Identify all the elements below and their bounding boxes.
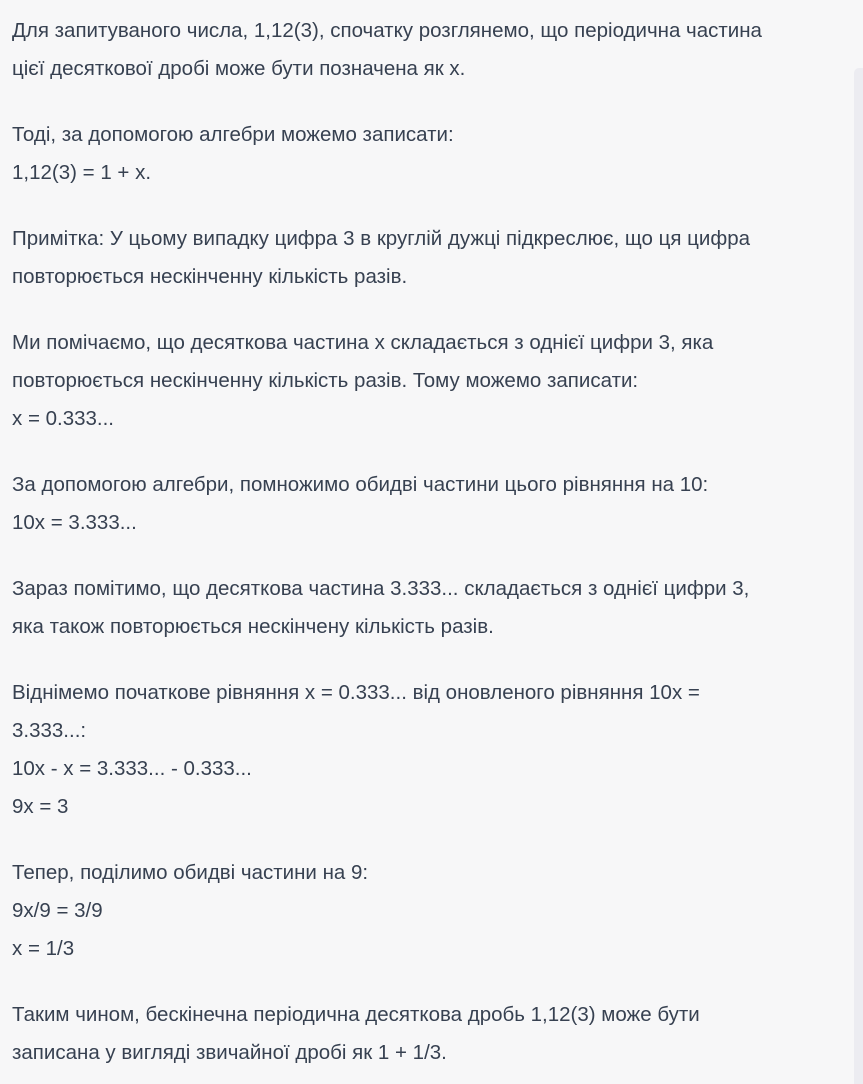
equation-line: 9x = 3 xyxy=(12,795,69,818)
text-line: За допомогою алгебри, помножимо обидві частини цього рівняння на 10: xyxy=(12,473,709,496)
paragraph xyxy=(12,674,842,826)
text-line: Ми помічаємо, що десяткова частина x складається з однієї цифри 3, яка xyxy=(12,331,714,354)
text-line: записана у вигляді звичайної дробі як 1 + 1/3. xyxy=(12,1041,447,1064)
equation-line: 10x = 3.333... xyxy=(12,511,137,534)
equation-line: x = 0.333... xyxy=(12,407,114,430)
text-line: Для запитуваного числа, 1,12(3), спочатку розглянемо, що періодична частина xyxy=(12,19,762,42)
paragraph xyxy=(12,324,842,438)
paragraph xyxy=(12,570,842,646)
assistant-message xyxy=(12,12,842,1084)
text-line: повторюється нескінченну кількість разів. xyxy=(12,265,408,288)
text-line: повторюється нескінченну кількість разів. Тому можемо записати: xyxy=(12,369,639,392)
paragraph xyxy=(12,854,842,968)
text-line: Зараз помітимо, що десяткова частина 3.333... складається з однієї цифри 3, xyxy=(12,577,750,600)
text-line: Тоді, за допомогою алгебри можемо записати: xyxy=(12,123,454,146)
text-line: 3.333...: xyxy=(12,719,87,742)
equation-line: x = 1/3 xyxy=(12,937,75,960)
text-line: Примітка: У цьому випадку цифра 3 в круглій дужці підкреслює, що ця цифра xyxy=(12,227,751,250)
paragraph xyxy=(12,220,842,296)
equation-line: 1,12(3) = 1 + x. xyxy=(12,161,152,184)
scrollbar[interactable] xyxy=(854,68,863,1084)
equation-line: 10x - x = 3.333... - 0.333... xyxy=(12,757,252,780)
paragraph xyxy=(12,466,842,542)
text-line: цієї десяткової дробі може бути позначена як x. xyxy=(12,57,466,80)
text-line: Таким чином, бескінечна періодична десяткова дробь 1,12(3) може бути xyxy=(12,1003,700,1026)
paragraph xyxy=(12,12,842,88)
text-line: яка також повторюється нескінчену кількість разів. xyxy=(12,615,494,638)
paragraph xyxy=(12,996,842,1072)
text-line: Віднімемо початкове рівняння x = 0.333... від оновленого рівняння 10x = xyxy=(12,681,700,704)
equation-line: 9x/9 = 3/9 xyxy=(12,899,103,922)
text-line: Тепер, поділимо обидві частини на 9: xyxy=(12,861,369,884)
paragraph xyxy=(12,116,842,192)
